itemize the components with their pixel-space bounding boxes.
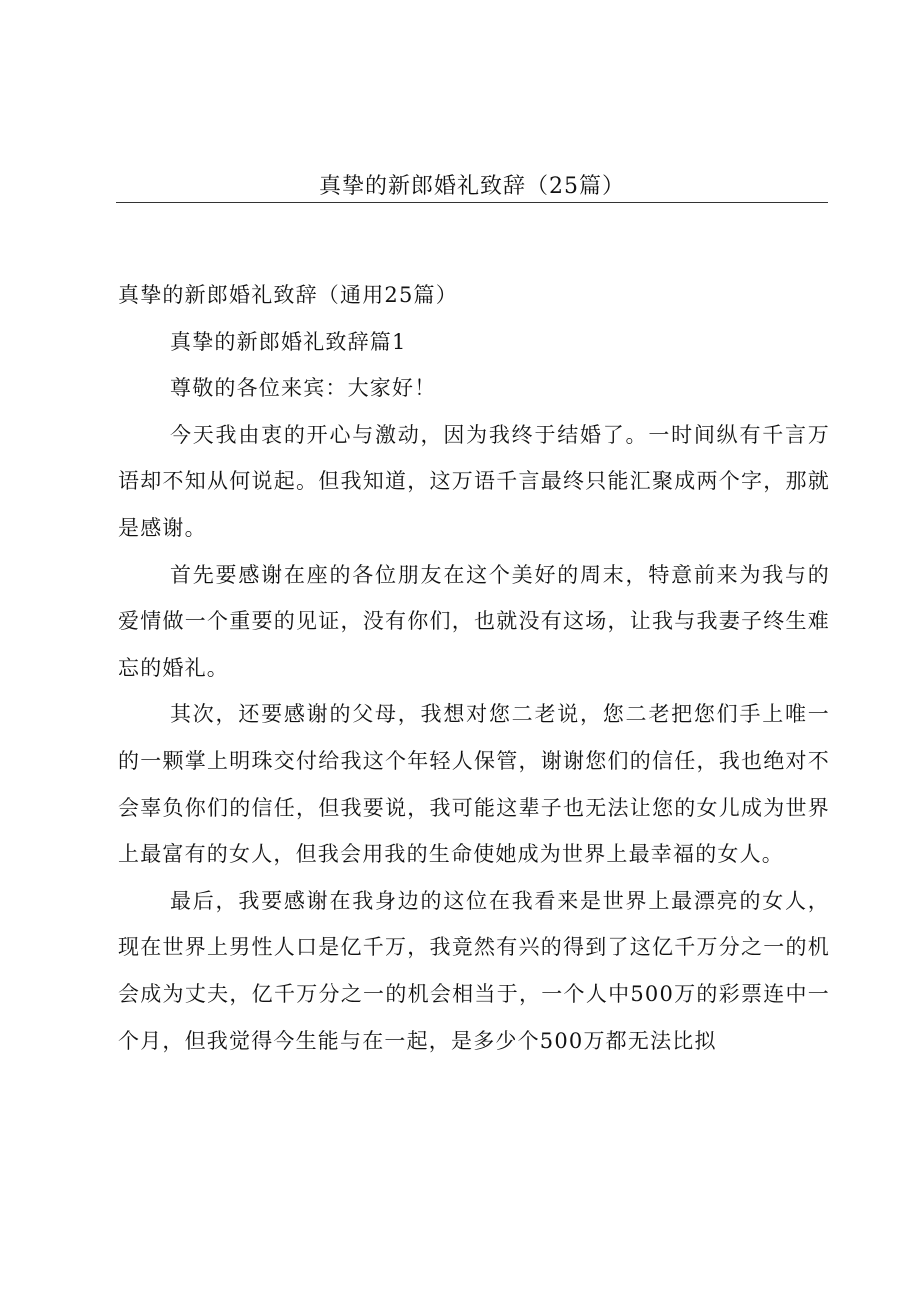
paragraph: 今天我由衷的开心与激动，因为我终于结婚了。一时间纵有千言万语却不知从何说起。但我知道，这万语千言最终只能汇聚成两个字，那就是感谢。: [118, 422, 830, 540]
paragraph: 其次，还要感谢的父母，我想对您二老说，您二老把您们手上唯一的一颗掌上明珠交付给我这个年轻人保管，谢谢您们的信任，我也绝对不会辜负你们的信任，但我要说，我可能这辈子也无法让您的女儿成为世界上最富有的女人，但我会用我的生命使她成为世界上最幸福的女人。: [118, 702, 830, 867]
paragraph: 首先要感谢在座的各位朋友在这个美好的周末，特意前来为我与的爱情做一个重要的见证，没有你们，也就没有这场，让我与我妻子终生难忘的婚礼。: [118, 562, 830, 680]
document-subtitle: 真挚的新郎婚礼致辞（通用25篇）: [118, 283, 458, 307]
section-title: 真挚的新郎婚礼致辞篇1: [170, 329, 407, 354]
paragraph: 最后，我要感谢在我身边的这位在我看来是世界上最漂亮的女人，现在世界上男性人口是亿千万，我竟然有兴的得到了这亿千万分之一的机会成为丈夫，亿千万分之一的机会相当于，一个人中500万的彩票连中一个月，但我觉得今生能与在一起，是多少个500万都无法比拟: [118, 888, 830, 1053]
document-body: [118, 272, 830, 1064]
page-header-title: 真挚的新郎婚礼致辞（25篇）: [319, 174, 625, 199]
header-divider: [116, 202, 828, 203]
paragraph-greeting: 尊敬的各位来宾：大家好！: [170, 376, 437, 401]
